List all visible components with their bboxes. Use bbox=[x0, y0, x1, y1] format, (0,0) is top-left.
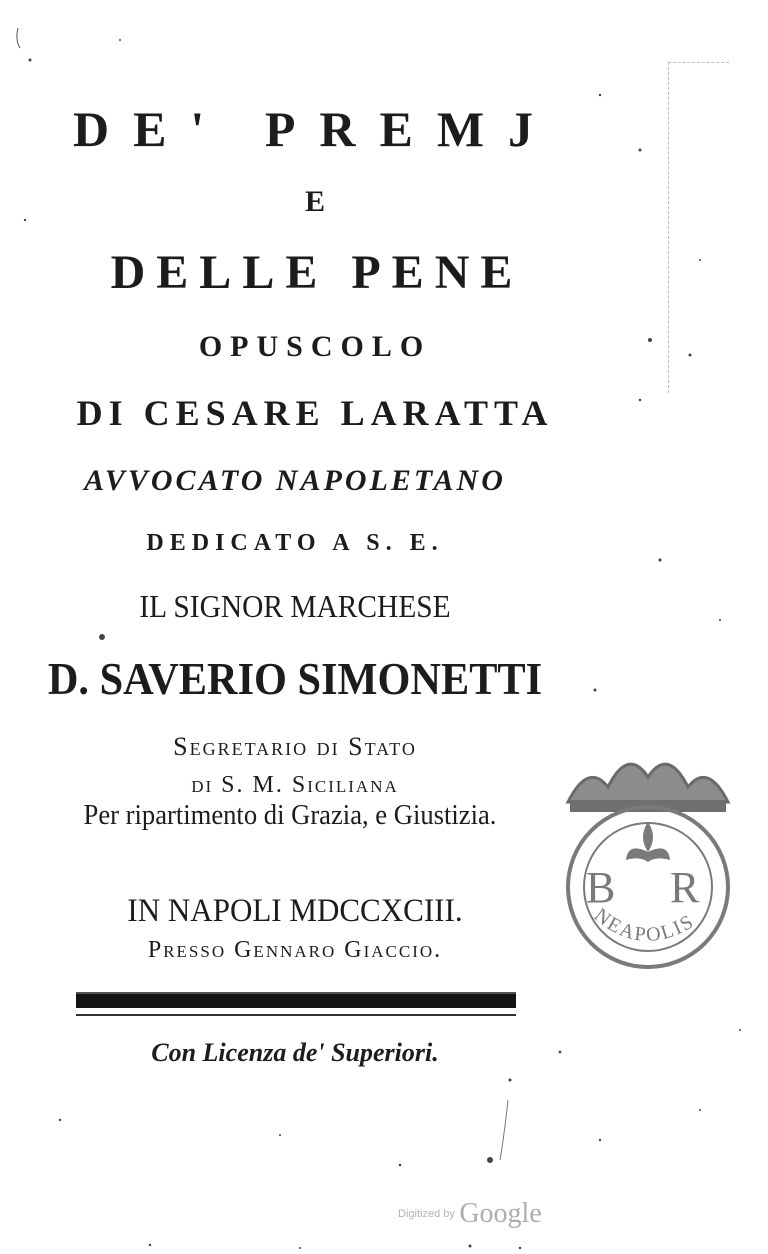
decorative-rule bbox=[76, 992, 516, 1008]
genre-label: OPUSCOLO bbox=[198, 330, 432, 363]
page-edge-mark bbox=[668, 62, 729, 393]
stamp-letter-left: B bbox=[586, 863, 616, 912]
dedicatee-title: IL SIGNOR MARCHESE bbox=[139, 588, 451, 624]
author-line: DI CESARE LARATTA bbox=[76, 393, 554, 433]
watermark-prefix: Digitized by bbox=[398, 1208, 455, 1220]
imprint-printer: Presso Gennaro Giaccio. bbox=[147, 937, 443, 963]
office-line-3: Per ripartimento di Grazia, e Giustizia. bbox=[83, 800, 497, 831]
office-line-2: di S. M. Siciliana bbox=[191, 772, 399, 798]
title-line-3: DELLE PENE bbox=[110, 246, 524, 299]
imprint-place-year: IN NAPOLI MDCCXCIII. bbox=[127, 893, 463, 929]
dedicatee-name: D. SAVERIO SIMONETTI bbox=[47, 653, 543, 704]
title-line-2: E bbox=[304, 185, 325, 218]
google-logo-icon: Google bbox=[459, 1198, 542, 1229]
library-stamp-icon bbox=[548, 742, 748, 972]
license-line: Con Licenza de' Superiori. bbox=[151, 1038, 439, 1067]
title-line-1: DE' PREMJ bbox=[72, 101, 558, 157]
author-role: AVVOCATO NAPOLETANO bbox=[84, 464, 506, 497]
stamp-letter-right: R bbox=[670, 863, 700, 912]
decorative-rule-thin bbox=[76, 1014, 516, 1016]
stamp-arc-text: NEAPOLIS bbox=[589, 904, 699, 947]
dedication-line: DEDICATO A S. E. bbox=[146, 530, 444, 556]
digitization-watermark bbox=[398, 1198, 542, 1230]
office-line-1: Segretario di Stato bbox=[173, 732, 417, 761]
